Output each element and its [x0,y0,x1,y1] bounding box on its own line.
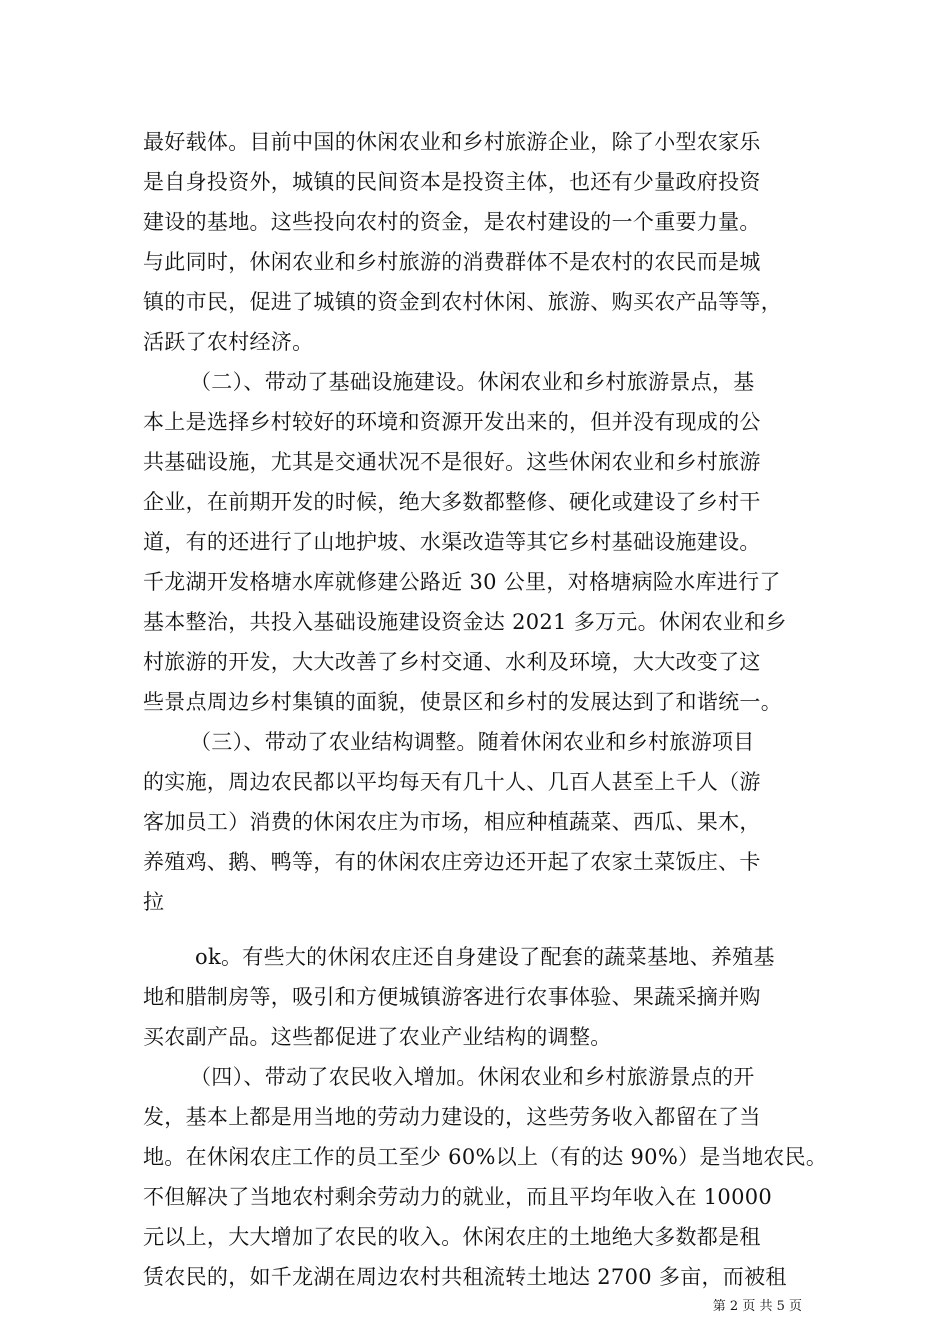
text-line: 买农副产品。这些都促进了农业产业结构的调整。 [143,1025,612,1049]
text-line: 不但解决了当地农村剩余劳动力的就业，而且平均年收入在 10000 [143,1185,773,1209]
text-line: 与此同时，休闲农业和乡村旅游的消费群体不是农村的农民而是城 [143,250,761,274]
text-line: 元以上，大大增加了农民的收入。休闲农庄的土地绝大多数都是租 [143,1225,761,1249]
text-line: 的实施，周边农民都以平均每天有几十人、几百人甚至上千人（游 [143,770,761,794]
paragraph-heading-line: （二）、带动了基础设施建设。休闲农业和乡村旅游景点，基 [190,370,755,394]
text-line: 活跃了农村经济。 [143,330,314,354]
text-line: 镇的市民，促进了城镇的资金到农村休闲、旅游、购买农产品等等， [143,290,782,314]
text-line: 共基础设施，尤其是交通状况不是很好。这些休闲农业和乡村旅游 [143,450,761,474]
text-line: 地和腊制房等，吸引和方便城镇游客进行农事体验、果蔬采摘并购 [143,985,761,1009]
text-line: ok。有些大的休闲农庄还自身建设了配套的蔬菜基地、养殖基 [195,945,775,969]
text-line: 地。在休闲农庄工作的员工至少 60%以上（有的达 90%）是当地农民。 [143,1145,828,1169]
text-line: 本上是选择乡村较好的环境和资源开发出来的，但并没有现成的公 [143,410,761,434]
text-line: 养殖鸡、鹅、鸭等，有的休闲农庄旁边还开起了农家土菜饭庄、卡 [143,850,761,874]
text-line: 赁农民的，如千龙湖在周边农村共租流转土地达 2700 多亩，而被租 [143,1265,787,1289]
text-line: 客加员工）消费的休闲农庄为市场，相应种植蔬菜、西瓜、果木， [143,810,761,834]
text-line: 是自身投资外，城镇的民间资本是投资主体，也还有少量政府投资 [143,170,761,194]
text-line: 拉 [143,890,165,914]
paragraph-heading-line: （四）、带动了农民收入增加。休闲农业和乡村旅游景点的开 [190,1065,755,1089]
text-line: 发，基本上都是用当地的劳动力建设的，这些劳务收入都留在了当 [143,1105,761,1129]
text-line: 基本整治，共投入基础设施建设资金达 2021 多万元。休闲农业和乡 [143,610,787,634]
text-line: 千龙湖开发格塘水库就修建公路近 30 公里，对格塘病险水库进行了 [143,570,781,594]
text-line: 最好载体。目前中国的休闲农业和乡村旅游企业，除了小型农家乐 [143,130,761,154]
text-line: 建设的基地。这些投向农村的资金，是农村建设的一个重要力量。 [143,210,761,234]
text-line: 村旅游的开发，大大改善了乡村交通、水利及环境，大大改变了这 [143,650,761,674]
page-number: 第 2 页 共 5 页 [712,1299,802,1314]
text-line: 道，有的还进行了山地护坡、水渠改造等其它乡村基础设施建设。 [143,530,761,554]
text-line: 企业，在前期开发的时候，绝大多数都整修、硬化或建设了乡村干 [143,490,761,514]
paragraph-heading-line: （三）、带动了农业结构调整。随着休闲农业和乡村旅游项目 [190,730,755,754]
text-line: 些景点周边乡村集镇的面貌，使景区和乡村的发展达到了和谐统一。 [143,690,782,714]
